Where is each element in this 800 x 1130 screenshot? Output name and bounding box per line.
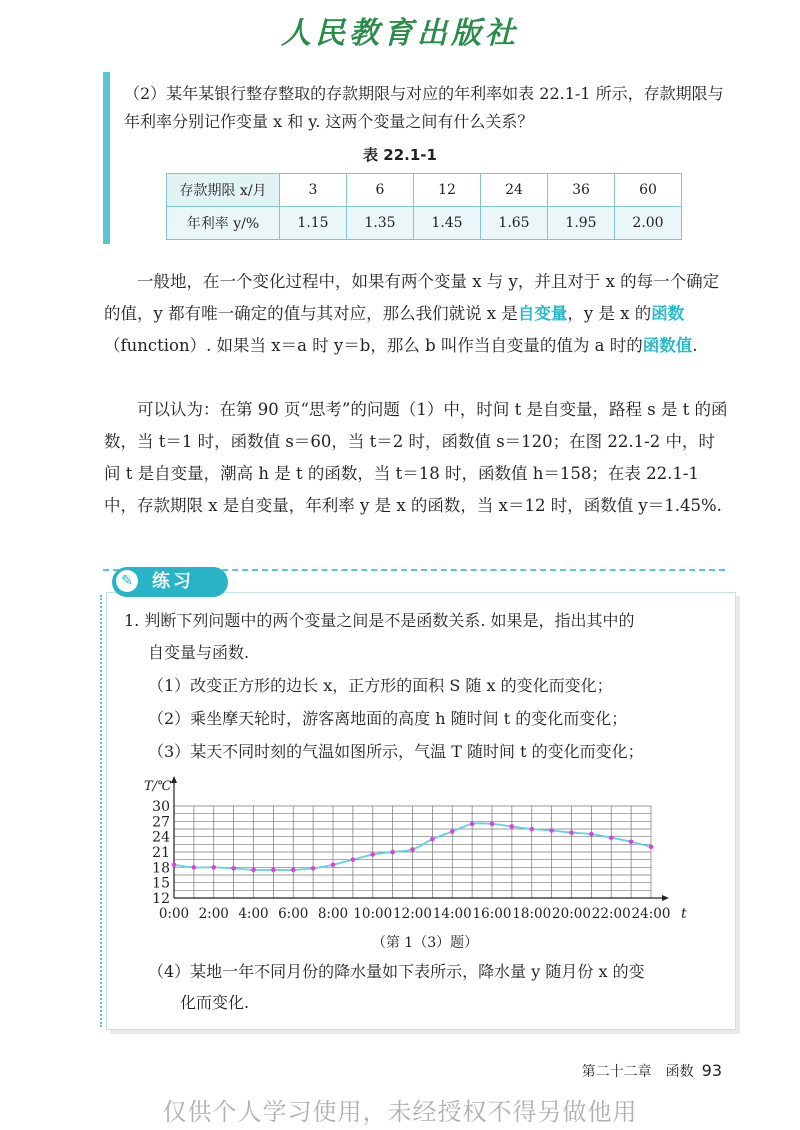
data-point (410, 847, 415, 852)
y-tick-label: 24 (152, 829, 170, 846)
data-point (649, 845, 654, 850)
question-1: 1. 判断下列问题中的两个变量之间是不是函数关系. 如果是，指出其中的 (124, 611, 635, 630)
definition-text: 一般地，在一个变化过程中，如果有两个变量 x 与 y，并且对于 x 的每一个确定的值，y 都有唯一确定的值与其对应，那么我们就说 x 是 (104, 272, 720, 323)
x-tick-label: 16:00 (472, 906, 512, 922)
data-point (470, 822, 475, 827)
definition-paragraph (104, 266, 730, 362)
chart-axes (171, 776, 669, 901)
definition-text: （function）. 如果当 x＝a 时 y＝b，那么 b 叫作当自变量的值为 a 时的 (104, 336, 643, 355)
y-tick-label: 30 (152, 799, 170, 815)
table-cell: 6 (347, 174, 414, 207)
data-point (192, 865, 197, 870)
y-tick-label: 27 (152, 814, 170, 831)
chapter-label: 第二十二章 函数 (581, 1064, 694, 1080)
data-point (529, 827, 534, 832)
pencil-icon: ✎ (116, 570, 138, 592)
y-tick-label: 18 (152, 860, 170, 877)
y-tick-label: 15 (152, 875, 170, 892)
data-point (490, 822, 495, 827)
page-footer (582, 1061, 722, 1081)
item-4: （4）某地一年不同月份的降水量如下表所示，降水量 y 随月份 x 的变 (148, 962, 645, 981)
table-row (167, 174, 682, 207)
data-point (211, 865, 216, 870)
temperature-chart (135, 768, 695, 924)
data-point (609, 835, 614, 840)
table-cell: 1.45 (414, 207, 481, 240)
table-cell: 1.15 (280, 207, 347, 240)
table-caption: 表 22.1-1 (363, 146, 437, 164)
question-1-cont: 自变量与函数. (148, 643, 250, 662)
definition-text: . (692, 336, 698, 355)
table-cell: 2.00 (615, 207, 682, 240)
chart-labels (144, 779, 687, 922)
table-header-cell: 年利率 y/% (167, 207, 280, 240)
x-tick-label: 22:00 (591, 906, 631, 922)
data-point (430, 837, 435, 842)
x-tick-label: 20:00 (552, 906, 591, 922)
item-2: （2）乘坐摩天轮时，游客离地面的高度 h 随时间 t 的变化而变化； (148, 709, 628, 728)
data-point (629, 839, 634, 844)
table-cell: 60 (615, 174, 682, 207)
table-cell: 24 (481, 174, 548, 207)
y-axis-arrow (171, 776, 177, 783)
publisher-logo: 人民教育出版社 (281, 16, 519, 51)
chart-grid (174, 806, 651, 898)
data-point (251, 868, 256, 873)
table-cell: 12 (414, 174, 481, 207)
table-cell: 3 (280, 174, 347, 207)
data-point (589, 832, 594, 837)
x-tick-label: 0:00 (158, 906, 190, 922)
term-function: 函数 (651, 304, 685, 323)
x-tick-label: 6:00 (278, 906, 309, 922)
data-point (450, 829, 455, 834)
data-point (331, 862, 336, 867)
exercise-dotted-border (100, 595, 102, 1027)
data-point (172, 862, 177, 867)
table-row (167, 207, 682, 240)
data-point (231, 866, 236, 871)
x-tick-label: 4:00 (238, 906, 269, 922)
example-2-paragraph: （2）某年某银行整存整取的存款期限与对应的年利率如表 22.1-1 所示，存款期限与年利率分别记作变量 x 和 y. 这两个变量之间有什么关系？ (124, 84, 724, 131)
table-cell: 1.95 (548, 207, 615, 240)
table-cell: 1.65 (481, 207, 548, 240)
x-tick-label: 2:00 (198, 906, 229, 922)
x-axis-arrow (662, 895, 669, 901)
x-tick-label: 14:00 (432, 906, 472, 922)
page-number: 93 (701, 1061, 722, 1080)
data-point (510, 824, 515, 829)
figure-caption: （第 1（3）题） (371, 935, 479, 951)
item-3: （3）某天不同时刻的气温如图所示，气温 T 随时间 t 的变化而变化； (148, 742, 644, 761)
x-tick-label: 10:00 (353, 906, 393, 922)
item-1: （1）改变正方形的边长 x，正方形的面积 S 随 x 的变化而变化； (148, 676, 613, 695)
exercise-heading (112, 567, 228, 597)
data-point (271, 868, 276, 873)
x-tick-label: 12:00 (393, 906, 432, 922)
watermark: 仅供个人学习使用，未经授权不得另做他用 (162, 1098, 638, 1126)
data-point (291, 868, 296, 873)
y-tick-label: 21 (152, 845, 170, 861)
definition-text: ，y 是 x 的 (567, 304, 652, 323)
x-axis-label: t (681, 906, 687, 922)
data-point (549, 828, 554, 833)
term-independent-variable: 自变量 (517, 304, 568, 323)
x-tick-label: 18:00 (512, 906, 552, 922)
data-point (370, 852, 375, 857)
x-tick-label: 8:00 (317, 906, 349, 922)
y-tick-label: 12 (152, 891, 170, 907)
data-point (351, 857, 356, 862)
example-paragraph: 可以认为：在第 90 页“思考”的问题（1）中，时间 t 是自变量，路程 s 是 t 的函数，当 t＝1 时，函数值 s＝60，当 t＝2 时，函数值 s＝120；在图 22.1-2 中，时间 t 是自变量，潮高 h 是 t 的函数，当 t＝18 时，函数值 h＝158；在表 22.1-1 中，存款期限 x 是自变量，年利率 y 是 x 的函数，当 x＝12 时，函数值 y＝1.45%. (104, 400, 728, 515)
table-cell: 36 (548, 174, 615, 207)
table-header-cell: 存款期限 x/月 (167, 174, 280, 207)
rate-table (166, 173, 682, 240)
exercise-title: 练习 (152, 571, 194, 592)
item-4-cont: 化而变化. (180, 993, 250, 1012)
term-function-value: 函数值 (642, 336, 693, 355)
y-axis-label: T/℃ (144, 779, 172, 794)
data-point (569, 830, 574, 835)
x-tick-label: 24:00 (631, 906, 671, 922)
data-point (311, 866, 316, 871)
table-cell: 1.35 (347, 207, 414, 240)
data-point (390, 850, 395, 855)
